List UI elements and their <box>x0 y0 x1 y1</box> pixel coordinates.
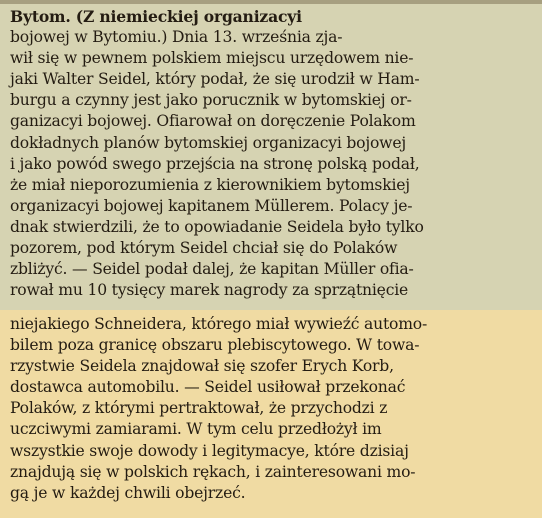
text-line-content: rował mu 10 tysięcy marek nagrody za sprzątnięcie <box>10 281 409 300</box>
text-line-content: pozorem, pod którym Seidel chciał się do Polaków <box>10 239 398 258</box>
text-line-content: bojowej w Bytomiu.) Dnia 13. września zja- <box>10 28 343 47</box>
text-line <box>10 48 530 69</box>
article-headline: Bytom. (Z niemieckiej organizacyi <box>10 7 302 26</box>
text-line-content: bilem poza granicę obszaru plebiscytowego. W towa- <box>10 336 420 355</box>
text-line <box>10 175 530 196</box>
text-line-content: dokładnych planów bytomskiej organizacyi bojowej <box>10 133 406 152</box>
text-line-content: gą je w każdej chwili obejrzeć. <box>10 483 246 502</box>
text-line-content: burgu a czynny jest jako porucznik w bytomskiej or- <box>10 91 412 110</box>
text-line-content: dnak stwierdzili, że to opowiadanie Seidela było tylko <box>10 217 424 236</box>
text-line-content: wszystkie swoje dowody i legitymacye, które dzisiaj <box>10 441 409 460</box>
text-line-content: dostawca automobilu. — Seidel usiłował przekonać <box>10 378 406 397</box>
text-line <box>10 280 530 301</box>
text-line <box>10 6 530 27</box>
text-line <box>10 217 530 238</box>
text-line <box>10 90 530 111</box>
text-line <box>10 314 530 335</box>
text-line-content: organizacyi bojowej kapitanem Müllerem. Polacy je- <box>10 196 413 215</box>
text-line <box>10 154 530 175</box>
text-line-content: że miał nieporozumienia z kierownikiem bytomskiej <box>10 175 410 194</box>
text-line-content: ganizacyi bojowej. Ofiarował on doręczenie Polakom <box>10 112 416 131</box>
text-line-content: i jako powód swego przejścia na stronę polską podał, <box>10 154 420 173</box>
text-line <box>10 133 530 154</box>
text-line-content: znajdują się w polskich rękach, i zainteresowani mo- <box>10 462 416 481</box>
text-line-content: uczciwymi zamiarami. W tym celu przedłożył im <box>10 420 382 439</box>
text-line-content: Polaków, z którymi pertraktował, że przychodzi z <box>10 399 388 418</box>
text-line <box>10 27 530 48</box>
text-line <box>10 462 530 483</box>
text-line <box>10 335 530 356</box>
text-line <box>10 356 530 377</box>
text-line <box>10 377 530 398</box>
text-line <box>10 238 530 259</box>
text-line-content: zbliżyć. — Seidel podał dalej, że kapitan Müller ofia- <box>10 260 414 279</box>
text-line <box>10 419 530 440</box>
text-line <box>10 196 530 217</box>
text-line <box>10 259 530 280</box>
text-line <box>10 441 530 462</box>
article-upper-paragraph <box>10 6 530 301</box>
text-line <box>10 483 530 504</box>
cropped-edge <box>0 0 542 4</box>
text-line-content: wił się w pewnem polskiem miejscu urzędowem nie- <box>10 49 414 68</box>
article-lower-paragraph <box>10 314 530 504</box>
text-line-content: niejakiego Schneidera, którego miał wywieźć automo- <box>10 315 428 333</box>
text-line <box>10 69 530 90</box>
text-line <box>10 398 530 419</box>
text-line <box>10 111 530 132</box>
text-line-content: jaki Walter Seidel, który podał, że się urodził w Ham- <box>10 70 420 89</box>
text-line-content: rzystwie Seidela znajdował się szofer Erych Korb, <box>10 357 394 376</box>
